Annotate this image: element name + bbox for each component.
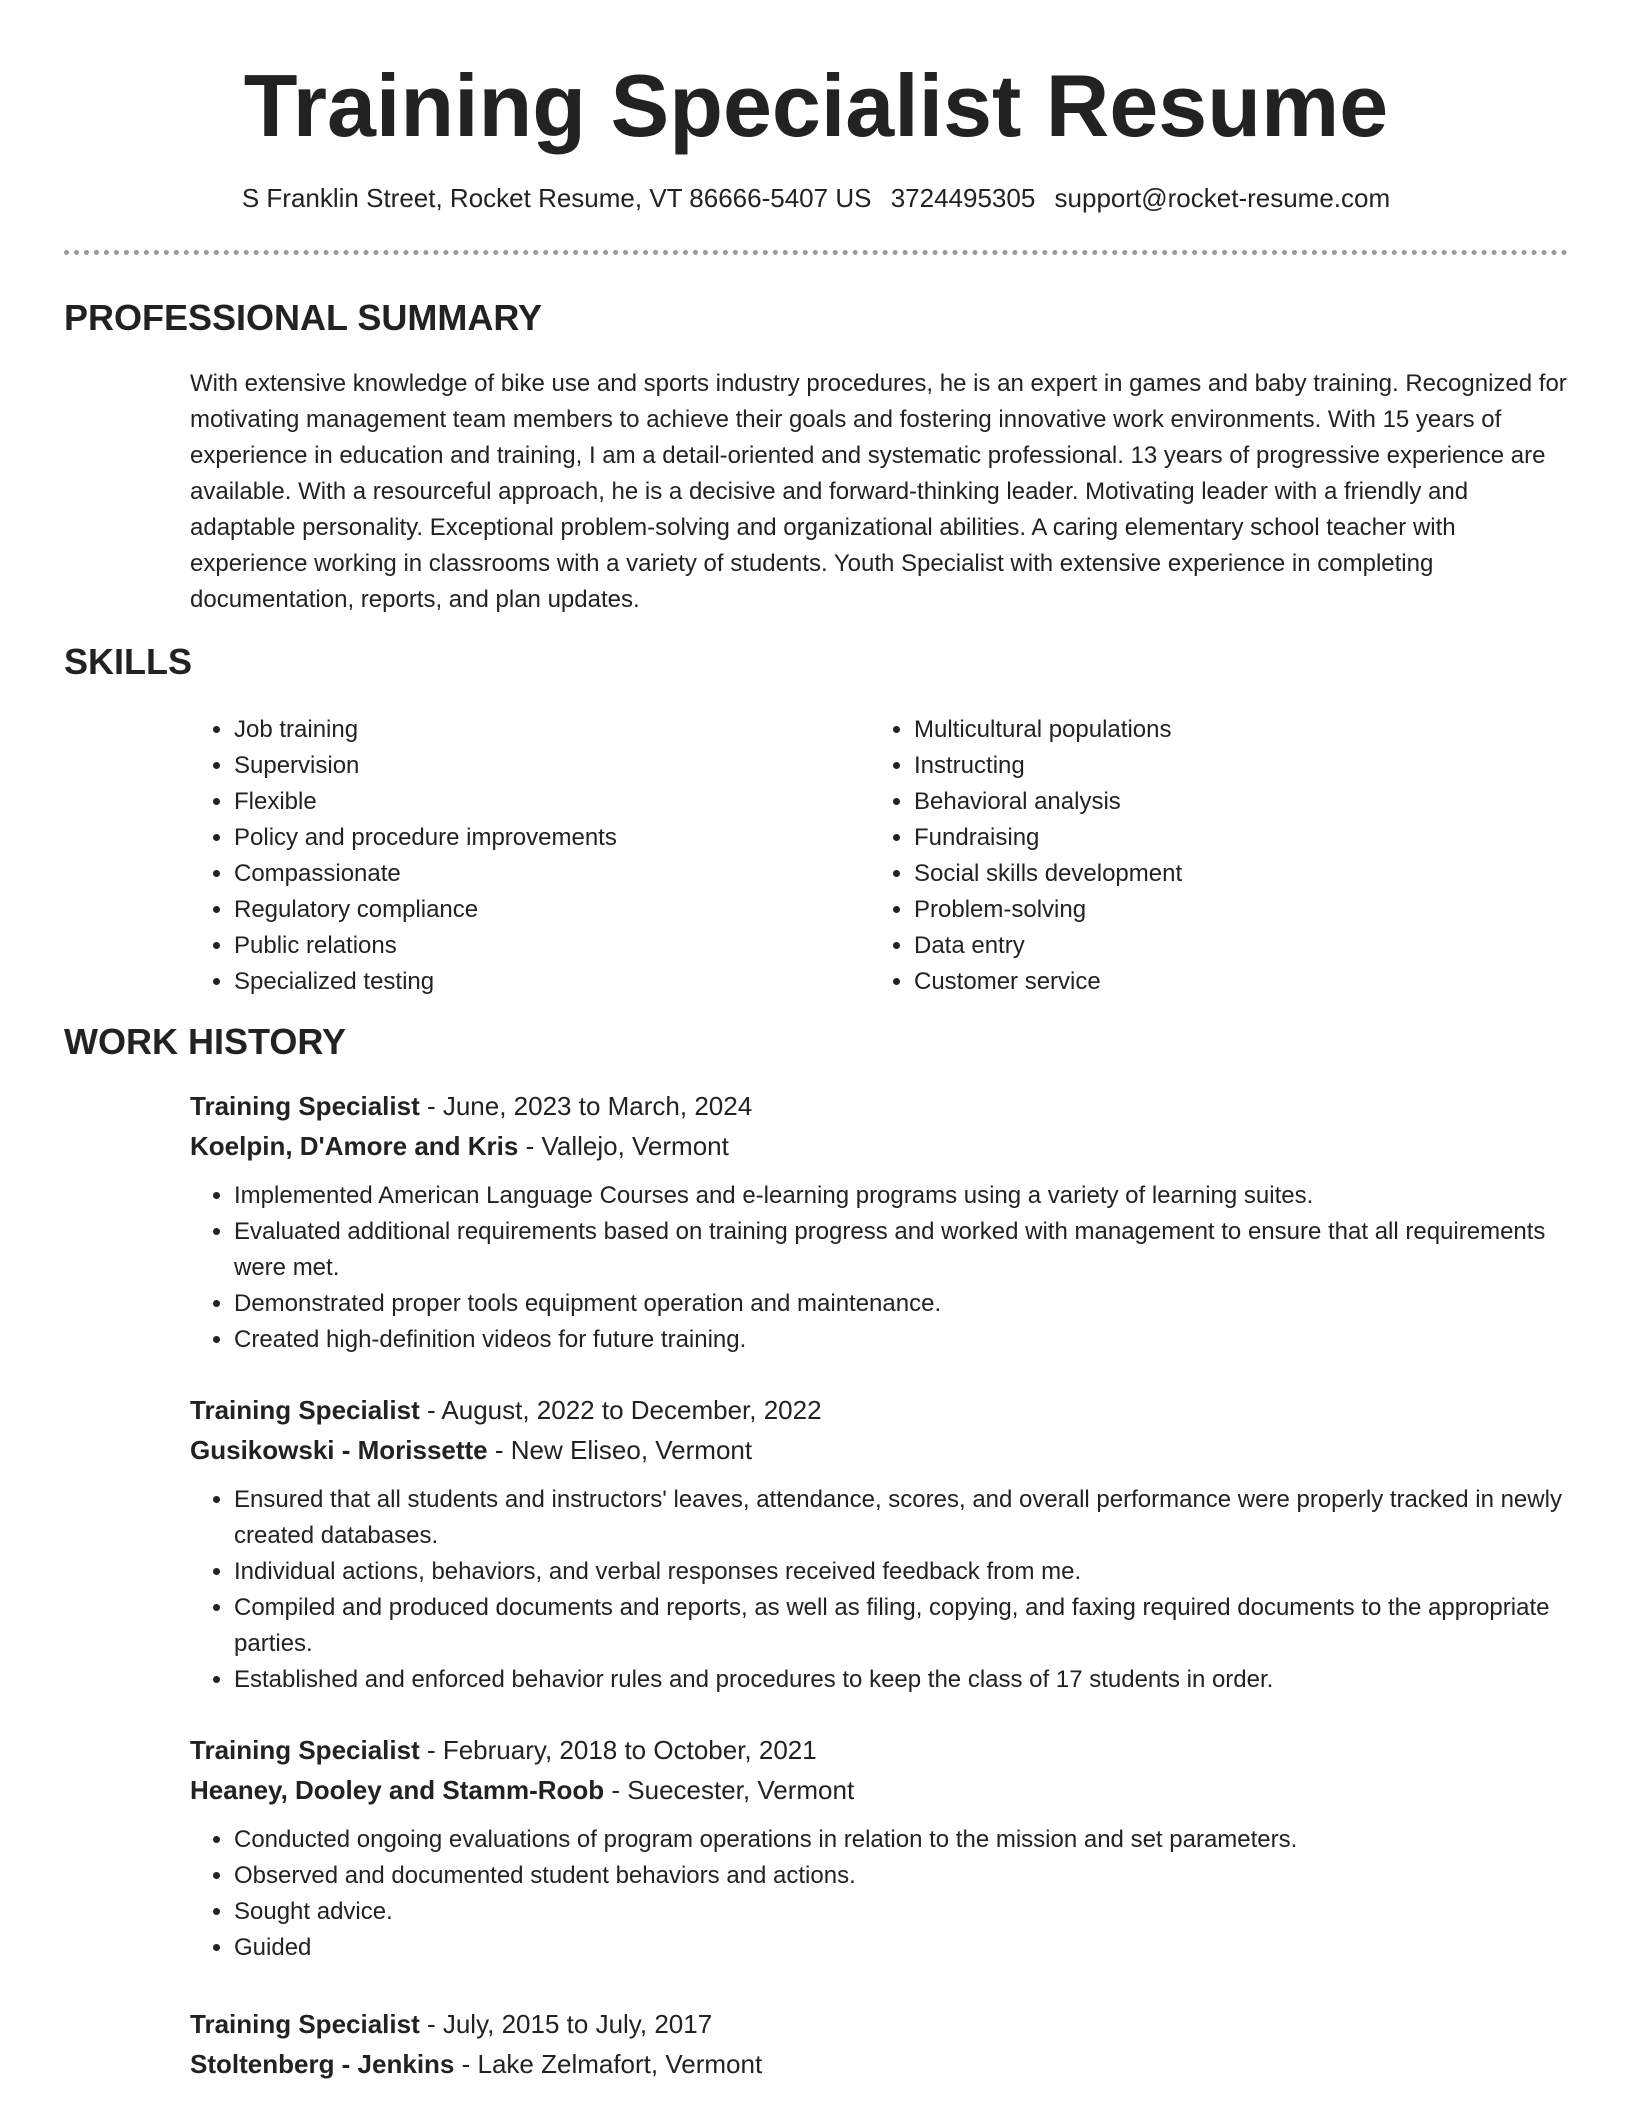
job-title: Training Specialist	[190, 2009, 420, 2039]
job-title-line	[190, 1390, 1570, 1430]
job-company: Heaney, Dooley and Stamm-Roob	[190, 1775, 605, 1805]
job-company-line	[190, 2044, 1570, 2084]
skill-item: • Regulatory compliance	[234, 892, 874, 928]
job-dates: - February, 2018 to October, 2021	[419, 1735, 817, 1765]
job-company-line	[190, 1430, 1570, 1470]
skill-item: • Multicultural populations	[914, 712, 1554, 748]
job-bullet: • Guided	[234, 1930, 1570, 1966]
job-bullet: • Created high-definition videos for future training.	[234, 1322, 1570, 1358]
job-bullet: • Ensured that all students and instructors' leaves, attendance, scores, and overall performance were properly tracked in newly created databases.	[234, 1482, 1570, 1554]
job-bullet: • Sought advice.	[234, 1894, 1570, 1930]
skill-item: • Compassionate	[234, 856, 874, 892]
skill-item: • Fundraising	[914, 820, 1554, 856]
job-entry	[190, 1730, 1570, 1966]
skills-column-1	[190, 712, 874, 1000]
skill-item: • Flexible	[234, 784, 874, 820]
job-location: - New Eliseo, Vermont	[487, 1435, 753, 1465]
skills-heading: SKILLS	[64, 641, 193, 682]
skill-item: • Instructing	[914, 748, 1554, 784]
job-dates: - June, 2023 to March, 2024	[419, 1091, 753, 1121]
job-title-line	[190, 1086, 1570, 1126]
job-title: Training Specialist	[190, 1091, 420, 1121]
job-title-line	[190, 2004, 1570, 2044]
job-company: Stoltenberg - Jenkins	[190, 2049, 455, 2079]
job-bullet: • Established and enforced behavior rules and procedures to keep the class of 17 students in order.	[234, 1662, 1570, 1698]
job-company-line	[190, 1126, 1570, 1166]
skills-column-2	[870, 712, 1554, 1000]
job-dates: - August, 2022 to December, 2022	[419, 1395, 822, 1425]
job-location: - Vallejo, Vermont	[518, 1131, 729, 1161]
job-location: - Suecester, Vermont	[604, 1775, 855, 1805]
job-bullet: • Individual actions, behaviors, and verbal responses received feedback from me.	[234, 1554, 1570, 1590]
job-bullets	[190, 1822, 1570, 1966]
job-bullets	[190, 1178, 1570, 1358]
skill-item: • Behavioral analysis	[914, 784, 1554, 820]
contact-phone: 3724495305	[890, 183, 1036, 213]
skill-item: • Problem-solving	[914, 892, 1554, 928]
summary-text: With extensive knowledge of bike use and sports industry procedures, he is an expert in games and baby training. Recognized for motivating management team members to achieve their goals and fostering innovative work environments. With 15 years of experience in education and training, I am a detail-oriented and systematic professional. 13 years of progressive experience are available. With a resourceful approach, he is a decisive and forward-thinking leader. Motivating leader with a friendly and adaptable personality. Exceptional problem-solving and organizational abilities. A caring elementary school teacher with experience working in classrooms with a variety of students. Youth Specialist with extensive experience in completing documentation, reports, and plan updates.	[190, 370, 1567, 613]
header-divider	[64, 250, 1568, 255]
job-company: Koelpin, D'Amore and Kris	[190, 1131, 519, 1161]
job-bullet: • Implemented American Language Courses and e-learning programs using a variety of learning suites.	[234, 1178, 1570, 1214]
skill-item: • Public relations	[234, 928, 874, 964]
contact-line	[0, 180, 1632, 216]
skill-item: • Specialized testing	[234, 964, 874, 1000]
skill-item: • Supervision	[234, 748, 874, 784]
job-title: Training Specialist	[190, 1395, 420, 1425]
skill-item: • Social skills development	[914, 856, 1554, 892]
summary-heading: PROFESSIONAL SUMMARY	[64, 297, 543, 338]
job-location: - Lake Zelmafort, Vermont	[454, 2049, 763, 2079]
job-entry	[190, 2004, 1570, 2084]
job-bullet: • Observed and documented student behaviors and actions.	[234, 1858, 1570, 1894]
skill-item: • Job training	[234, 712, 874, 748]
job-bullet: • Demonstrated proper tools equipment operation and maintenance.	[234, 1286, 1570, 1322]
job-company-line	[190, 1770, 1570, 1810]
job-entry	[190, 1086, 1570, 1358]
job-bullets	[190, 1482, 1570, 1698]
skill-item: • Policy and procedure improvements	[234, 820, 874, 856]
job-company: Gusikowski - Morissette	[190, 1435, 488, 1465]
job-bullet: • Compiled and produced documents and reports, as well as filing, copying, and faxing required documents to the appropriate parties.	[234, 1590, 1570, 1662]
job-title-line	[190, 1730, 1570, 1770]
resume-title: Training Specialist Resume	[243, 56, 1389, 155]
job-title: Training Specialist	[190, 1735, 420, 1765]
skill-item: • Data entry	[914, 928, 1554, 964]
work-history-heading: WORK HISTORY	[64, 1021, 347, 1062]
job-dates: - July, 2015 to July, 2017	[419, 2009, 713, 2039]
contact-email[interactable]: support@rocket-resume.com	[1054, 183, 1391, 213]
job-bullet: • Conducted ongoing evaluations of program operations in relation to the mission and set parameters.	[234, 1822, 1570, 1858]
job-entry	[190, 1390, 1570, 1698]
contact-address: S Franklin Street, Rocket Resume, VT 86666-5407 US	[241, 183, 872, 213]
skill-item: • Customer service	[914, 964, 1554, 1000]
job-bullet: • Evaluated additional requirements based on training progress and worked with management to ensure that all requirements were met.	[234, 1214, 1570, 1286]
